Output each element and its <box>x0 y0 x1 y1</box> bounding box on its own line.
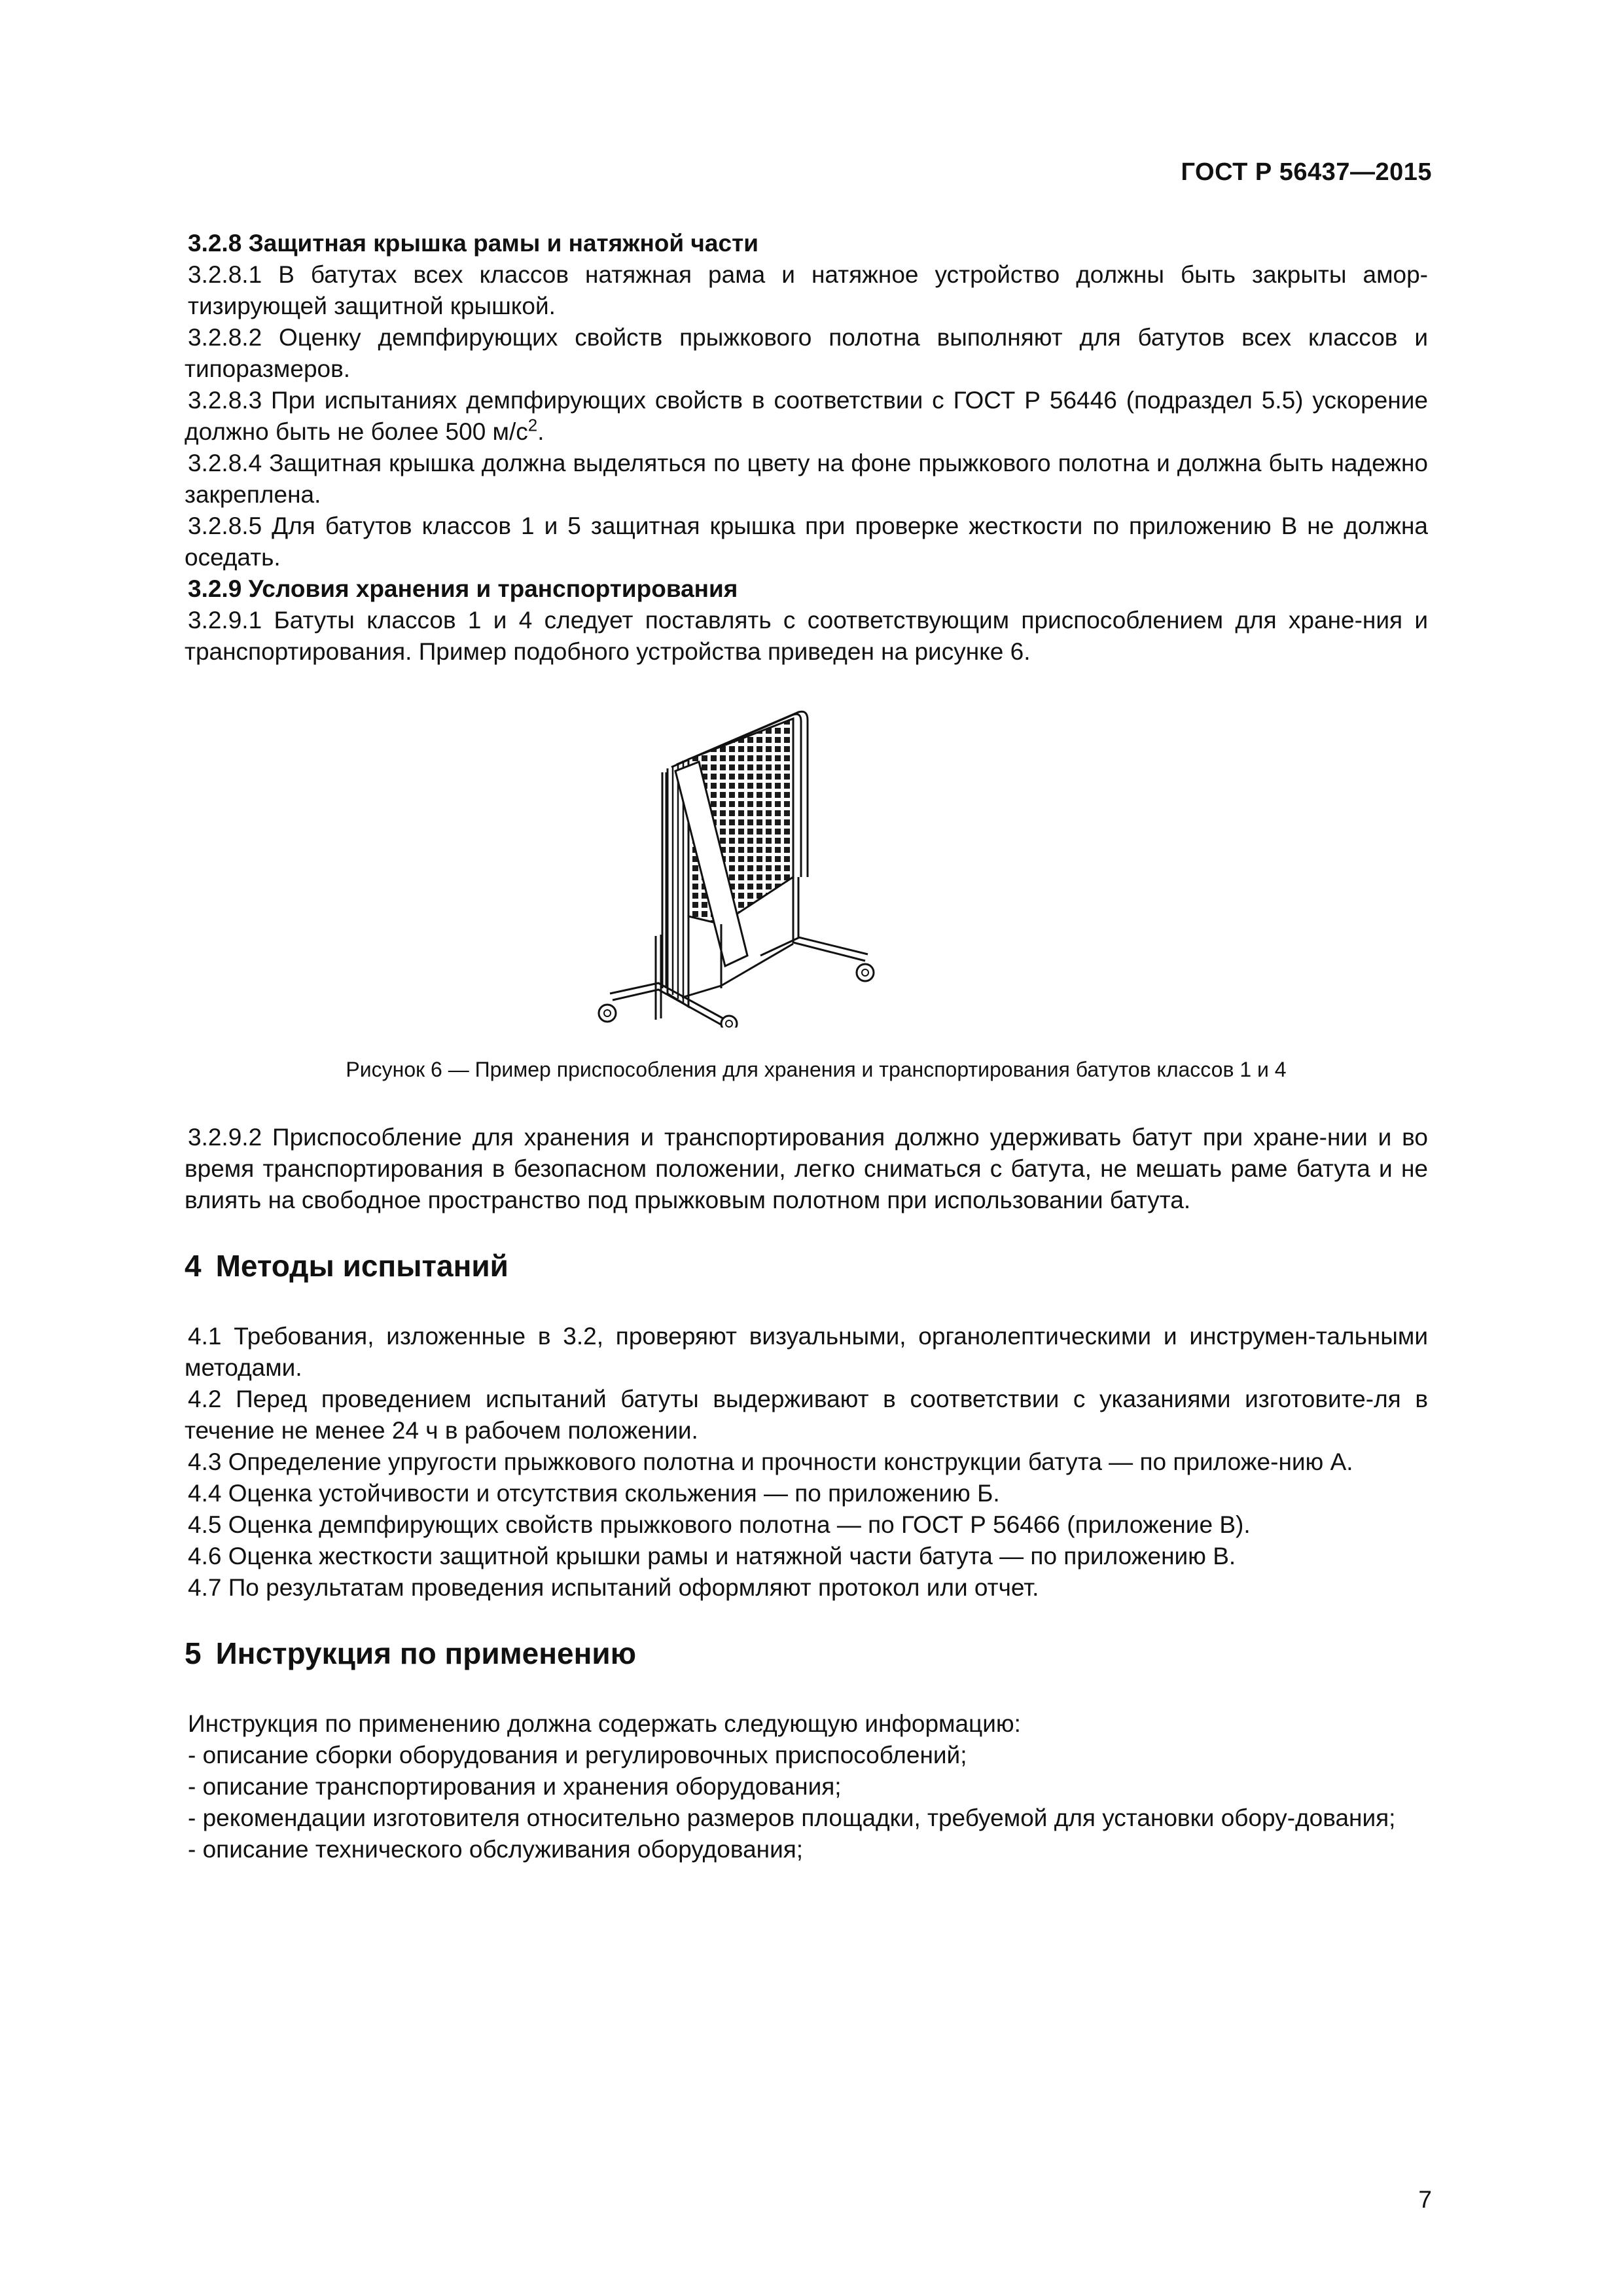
section-5-intro: Инструкция по применению должна содержать следующую информацию: <box>188 1710 1021 1737</box>
clause-4-3: 4.3 Определение упругости прыжкового полотна и прочности конструкции батута — по приложе-нию А. <box>188 1448 1353 1475</box>
subsection-3-2-9-title: 3.2.9 Условия хранения и транспортирования <box>188 575 738 602</box>
trampoline-storage-stand-drawing <box>590 681 996 1028</box>
clause-3-2-8-5: 3.2.8.5 Для батутов классов 1 и 5 защитная крышка при проверке жесткости по приложению В не должна оседать. <box>185 512 1428 571</box>
clause-3-2-8-3: 3.2.8.3 При испытаниях демпфирующих свойств в соответствии с ГОСТ Р 56446 (подраздел 5.5) ускорение должно быть не более 500 $м/с^2$. <box>185 387 1428 445</box>
clause-3-2-8-1: 3.2.8.1 В батутах всех классов натяжная рама и натяжное устройство должны быть закрыты амор-тизирующей защитной крышкой. <box>188 261 1428 319</box>
section-4-heading <box>185 1250 1428 1282</box>
clause-4-2: 4.2 Перед проведением испытаний батуты выдерживают в соответствии с указаниями изготовите-ля в течение не менее 24 ч в рабочем положении. <box>185 1386 1428 1444</box>
clause-3-2-9-1: 3.2.9.1 Батуты классов 1 и 4 следует поставлять с соответствующим приспособлением для хране-ния и транспортирования. Пример подобного устройства приведен на рисунке 6. <box>185 607 1428 665</box>
clause-3-2-8-2: 3.2.8.2 Оценку демпфирующих свойств прыжкового полотна выполняют для батутов всех классов и типоразмеров. <box>185 324 1428 382</box>
page-body <box>185 228 1428 1865</box>
page-number: 7 <box>1418 2186 1432 2213</box>
section-4-number: 4 <box>185 1249 202 1283</box>
figure-6 <box>185 681 1428 1034</box>
document-number-header: ГОСТ Р 56437—2015 <box>1181 158 1432 186</box>
section-4-title: Методы испытаний <box>215 1249 508 1283</box>
clause-4-7: 4.7 По результатам проведения испытаний оформляют протокол или отчет. <box>188 1574 1039 1601</box>
section-5-title: Инструкция по применению <box>215 1636 636 1670</box>
clause-4-1: 4.1 Требования, изложенные в 3.2, проверяют визуальными, органолептическими и инструмен-тальными методами. <box>185 1323 1428 1381</box>
clause-4-6: 4.6 Оценка жесткости защитной крышки рамы и натяжной части батута — по приложению В. <box>188 1543 1236 1570</box>
section-5-heading <box>185 1638 1428 1669</box>
clause-4-5: 4.5 Оценка демпфирующих свойств прыжкового полотна — по ГОСТ Р 56466 (приложение В). <box>188 1511 1251 1538</box>
clause-4-4: 4.4 Оценка устойчивости и отсутствия скольжения — по приложению Б. <box>188 1480 1000 1507</box>
list-item: - описание сборки оборудования и регулировочных приспособлений; <box>188 1742 967 1768</box>
figure-6-caption: Рисунок 6 — Пример приспособления для хранения и транспортирования батутов классов 1 и 4 <box>346 1058 1287 1081</box>
subsection-3-2-8-title: 3.2.8 Защитная крышка рамы и натяжной части <box>188 230 758 257</box>
clause-3-2-8-4: 3.2.8.4 Защитная крышка должна выделяться по цвету на фоне прыжкового полотна и должна быть надежно закреплена. <box>185 450 1428 508</box>
list-item: - описание технического обслуживания оборудования; <box>188 1836 804 1863</box>
clause-3-2-9-2: 3.2.9.2 Приспособление для хранения и транспортирования должно удерживать батут при хране-нии и во время транспортирования в безопасном положении, легко сниматься с батута, не мешать раме батута и не влиять на свободное пространство под прыжковым полотном при использовании батута. <box>185 1124 1428 1213</box>
section-5-number: 5 <box>185 1636 202 1670</box>
list-item: - описание транспортирования и хранения оборудования; <box>188 1773 842 1800</box>
list-item: - рекомендации изготовителя относительно размеров площадки, требуемой для установки обору-дования; <box>188 1804 1396 1831</box>
